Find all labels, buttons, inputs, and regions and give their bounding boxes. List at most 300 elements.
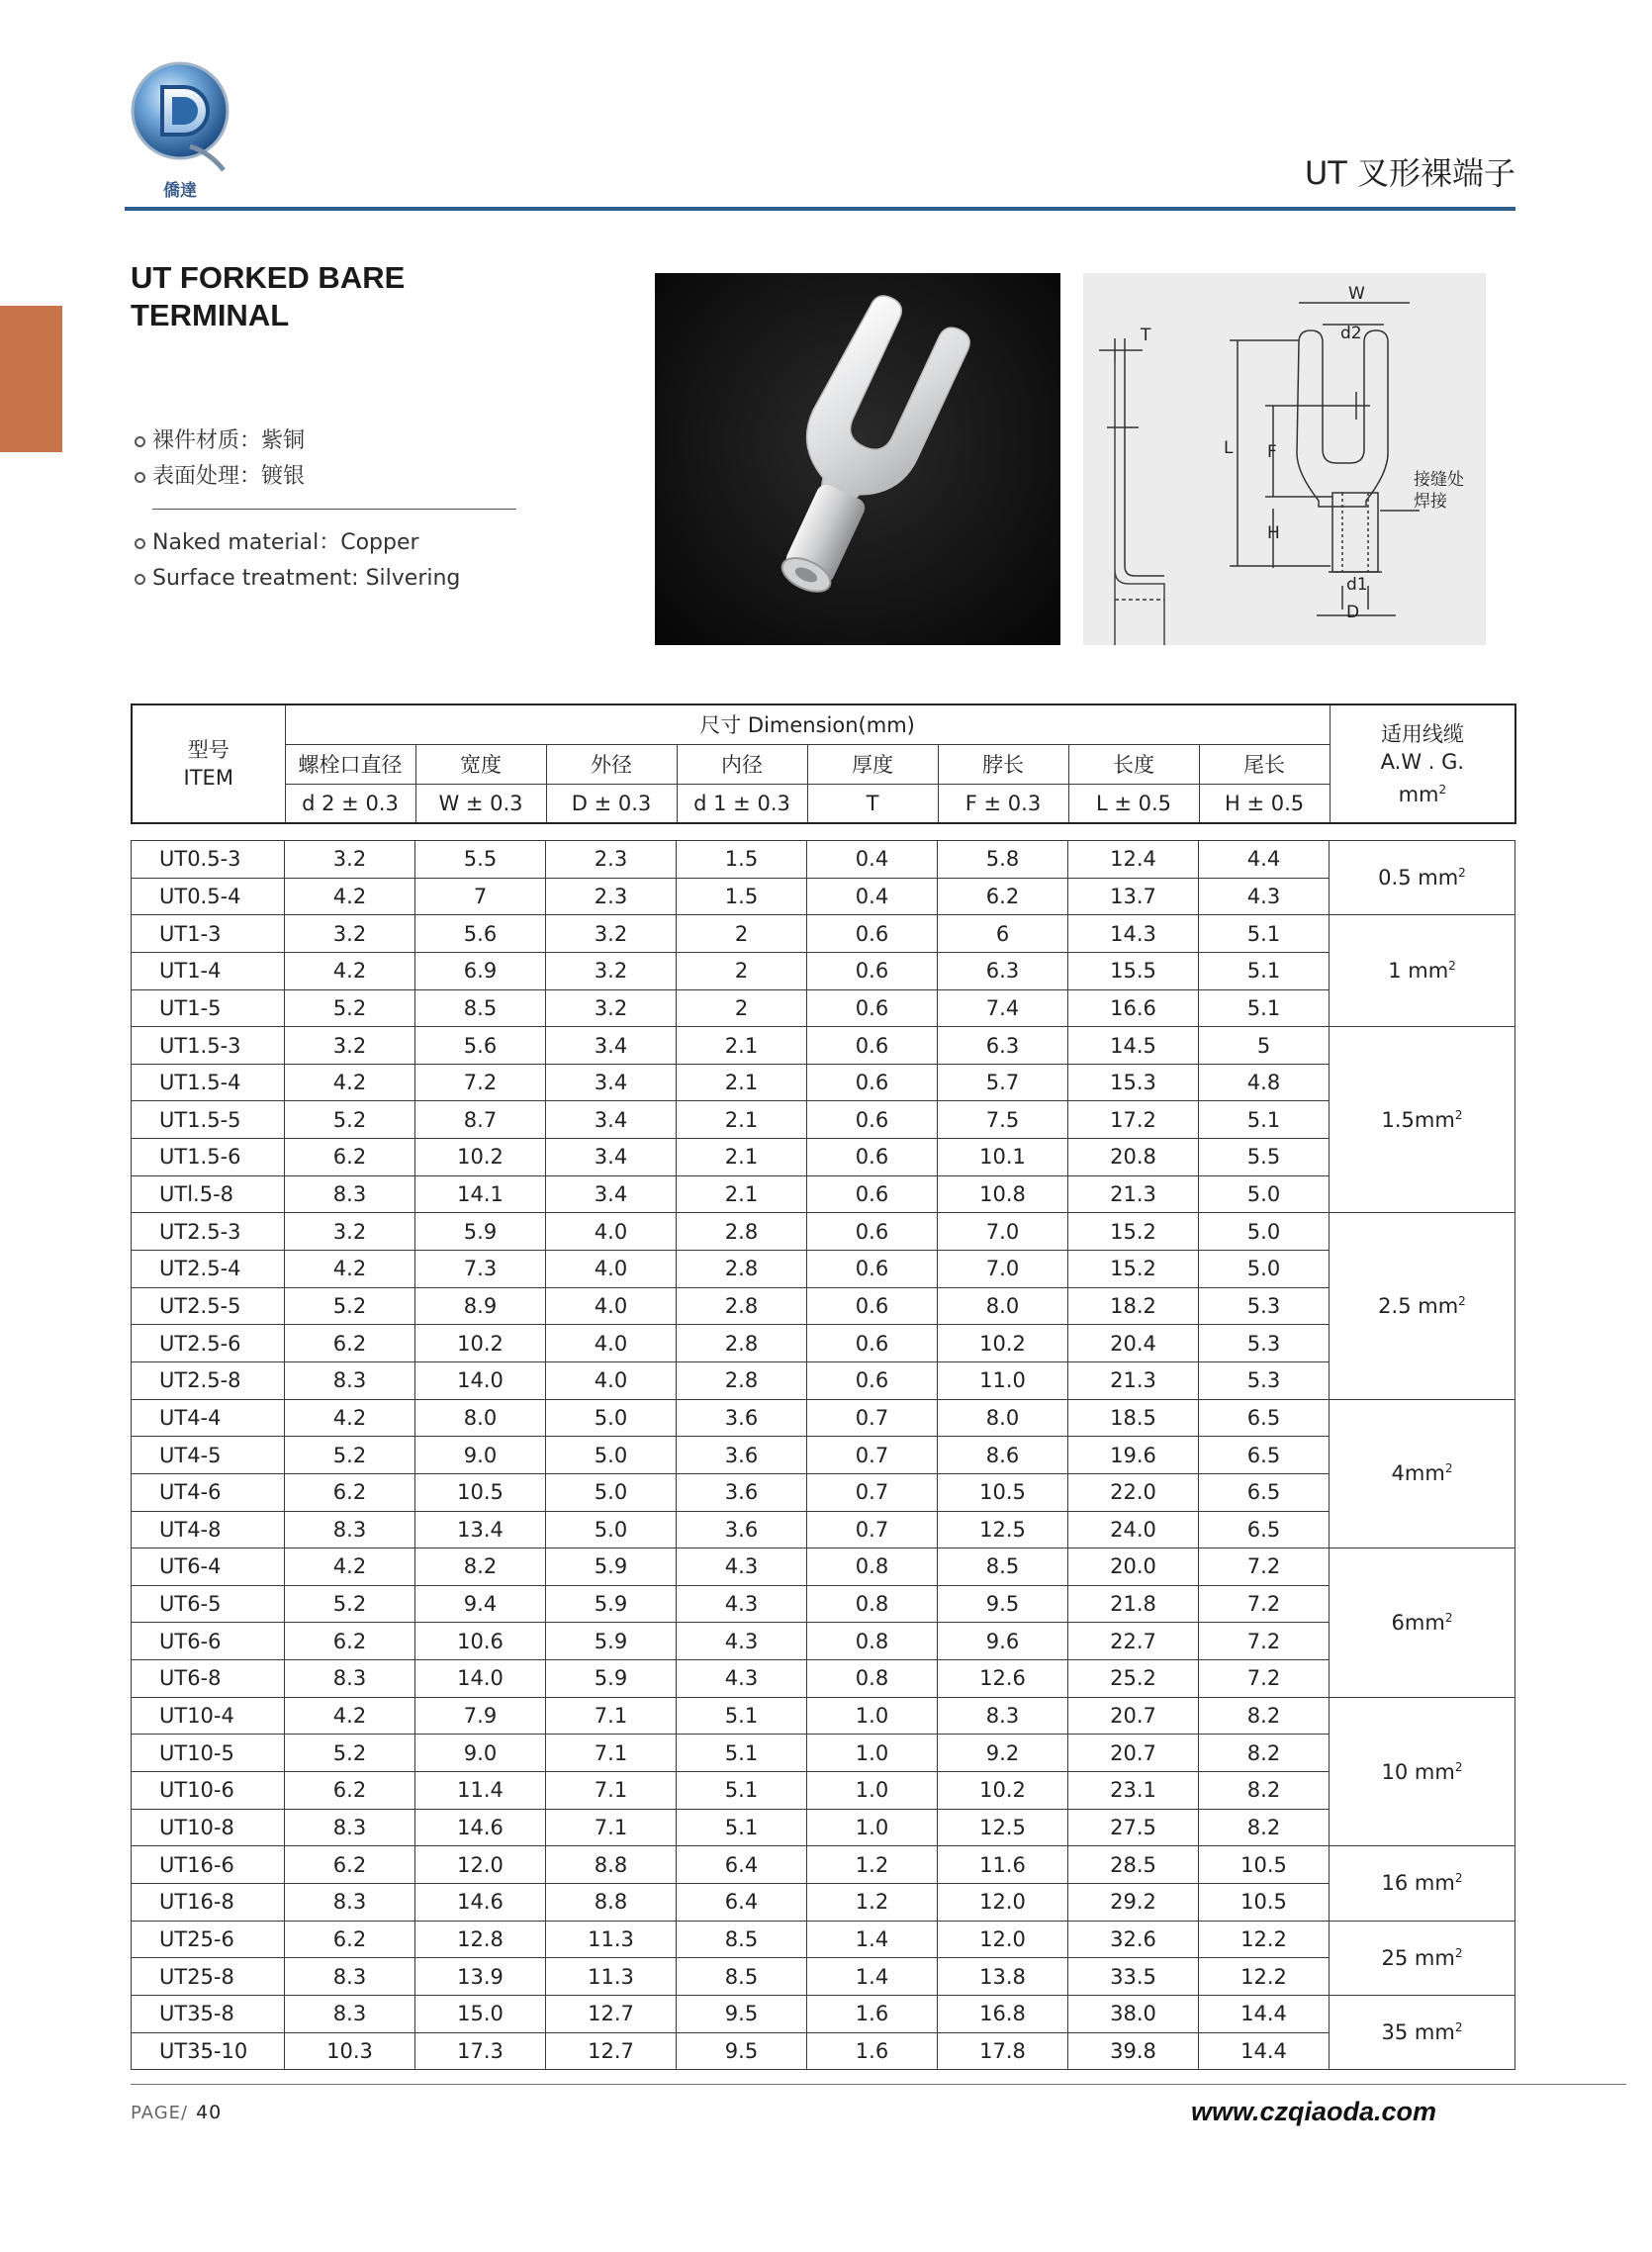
dimension-cell: 6.4 (677, 1883, 807, 1921)
dimension-cell: 12.6 (938, 1660, 1068, 1698)
dimension-cell: 0.7 (807, 1473, 938, 1511)
item-code-cell: UT4-8 (132, 1511, 285, 1548)
label-d2: d2 (1340, 324, 1362, 343)
dimension-cell: 33.5 (1068, 1958, 1199, 1996)
label-seam: 接缝处 (1414, 470, 1464, 490)
bullet-icon (135, 436, 145, 447)
dimension-cell: 32.6 (1068, 1921, 1199, 1958)
dimension-cell: 8.5 (938, 1548, 1068, 1586)
dimension-cell: 8.3 (285, 1883, 415, 1921)
dimension-cell: 7.2 (1199, 1585, 1330, 1623)
item-code-cell: UT1.5-4 (132, 1064, 285, 1101)
table-row (132, 1027, 1515, 1065)
dimension-cell: 12.5 (938, 1511, 1068, 1548)
item-code-cell: UT4-5 (132, 1437, 285, 1474)
dimension-cell: 6.2 (285, 1325, 415, 1362)
dimension-cell: 8.2 (1199, 1772, 1330, 1810)
label-D: D (1346, 603, 1360, 622)
dimension-cell: 5.1 (1199, 915, 1330, 953)
dimension-cell: 2.8 (677, 1213, 807, 1251)
item-code-cell: UT16-8 (132, 1883, 285, 1921)
column-symbol: H ± 0.5 (1199, 784, 1330, 823)
dimension-cell: 0.6 (807, 1361, 938, 1399)
item-code-cell: UT10-6 (132, 1772, 285, 1810)
dimension-cell: 2.1 (677, 1175, 807, 1213)
dimension-cell: 5.1 (1199, 989, 1330, 1027)
bullet-icon (135, 538, 145, 549)
dimension-cell: 6.2 (285, 1846, 415, 1884)
dimension-cell: 5.1 (1199, 952, 1330, 989)
dimension-cell: 14.0 (415, 1660, 546, 1698)
dimension-cell: 7.3 (415, 1251, 546, 1288)
wire-size-cell: $4mm^2$ (1330, 1399, 1515, 1548)
dimension-cell: 10.3 (285, 2032, 415, 2070)
dimension-cell: 2.3 (546, 878, 677, 915)
dimension-cell: 13.4 (415, 1511, 546, 1548)
table-row (132, 1064, 1515, 1101)
label-weld: 焊接 (1414, 492, 1447, 512)
dimension-cell: 14.5 (1068, 1027, 1199, 1065)
wire-size-cell: 16 $mm^2$ (1330, 1846, 1515, 1921)
dimension-cell: 8.8 (546, 1883, 677, 1921)
dimension-cell: 0.6 (807, 1287, 938, 1325)
dimension-cell: 8.5 (677, 1921, 807, 1958)
column-header: 脖长 (938, 744, 1068, 784)
dimension-cell: 8.8 (546, 1846, 677, 1884)
dimension-cell: 0.4 (807, 878, 938, 915)
dimension-cell: 5 (1199, 1027, 1330, 1065)
dimension-cell: 12.4 (1068, 841, 1199, 879)
dimension-cell: 12.7 (546, 1995, 677, 2032)
column-header: 外径 (546, 744, 677, 784)
dimension-cell: 11.6 (938, 1846, 1068, 1884)
dimension-cell: 0.6 (807, 1213, 938, 1251)
dimension-cell: 7.4 (938, 989, 1068, 1027)
dimension-cell: 8.5 (677, 1958, 807, 1996)
item-code-cell: UT16-6 (132, 1846, 285, 1884)
dimension-cell: 15.0 (415, 1995, 546, 2032)
dimension-cell: 0.6 (807, 1139, 938, 1176)
dimension-cell: 11.4 (415, 1772, 546, 1810)
dimension-cell: 2.8 (677, 1361, 807, 1399)
item-code-cell: UT10-4 (132, 1697, 285, 1735)
bullet-icon (135, 574, 145, 585)
spec-table-body (131, 840, 1515, 2070)
dimension-cell: 6.5 (1199, 1437, 1330, 1474)
item-code-cell: UT6-6 (132, 1623, 285, 1660)
dimension-cell: 6.2 (938, 878, 1068, 915)
dimension-cell: 7.0 (938, 1251, 1068, 1288)
dimension-cell: 10.2 (938, 1325, 1068, 1362)
dimension-cell: 11.0 (938, 1361, 1068, 1399)
item-code-cell: UT2.5-8 (132, 1361, 285, 1399)
dimension-cell: 23.1 (1068, 1772, 1199, 1810)
table-row (132, 1846, 1515, 1884)
dimension-cell: 19.6 (1068, 1437, 1199, 1474)
dimension-cell: 5.2 (285, 1585, 415, 1623)
label-H: H (1267, 523, 1280, 543)
column-header: 内径 (677, 744, 807, 784)
dimension-cell: 4.3 (677, 1585, 807, 1623)
dimension-cell: 5.8 (938, 841, 1068, 879)
table-row (132, 1809, 1515, 1846)
dimension-cell: 8.5 (415, 989, 546, 1027)
dimension-cell: 3.6 (677, 1399, 807, 1437)
dimension-cell: 8.3 (285, 1958, 415, 1996)
column-symbol: D ± 0.3 (546, 784, 677, 823)
dimension-drawing (1083, 273, 1486, 645)
dimension-cell: 0.6 (807, 989, 938, 1027)
dimension-cell: 11.3 (546, 1958, 677, 1996)
dimension-cell: 4.0 (546, 1361, 677, 1399)
dimension-cell: 15.5 (1068, 952, 1199, 989)
dimension-cell: 14.1 (415, 1175, 546, 1213)
dimension-header: 尺寸 Dimension(mm) (285, 704, 1330, 744)
dimension-cell: 4.3 (1199, 878, 1330, 915)
dimension-cell: 4.2 (285, 1548, 415, 1586)
dimension-cell: 8.2 (415, 1548, 546, 1586)
dimension-cell: 4.8 (1199, 1064, 1330, 1101)
dimension-cell: 6.5 (1199, 1399, 1330, 1437)
dimension-cell: 9.0 (415, 1437, 546, 1474)
dimension-cell: 17.8 (938, 2032, 1068, 2070)
dimension-cell: 3.2 (285, 915, 415, 953)
awg-header: 适用线缆 A.W . G. $mm^2$ (1330, 704, 1515, 823)
dimension-cell: 8.0 (415, 1399, 546, 1437)
dimension-cell: 7.1 (546, 1697, 677, 1735)
label-L: L (1224, 438, 1234, 458)
dimension-cell: 6.2 (285, 1772, 415, 1810)
dimension-cell: 6.2 (285, 1139, 415, 1176)
dimension-cell: 39.8 (1068, 2032, 1199, 2070)
item-code-cell: UT0.5-4 (132, 878, 285, 915)
wire-size-cell: 25 $mm^2$ (1330, 1921, 1515, 1995)
dimension-cell: 0.4 (807, 841, 938, 879)
dimension-cell: 15.3 (1068, 1064, 1199, 1101)
spec-table (131, 704, 1514, 2070)
table-row (132, 2032, 1515, 2070)
item-code-cell: UT6-8 (132, 1660, 285, 1698)
material-spec-list-cn (152, 423, 305, 495)
dimension-cell: 0.7 (807, 1399, 938, 1437)
dimension-cell: 8.3 (285, 1809, 415, 1846)
dimension-cell: 6.9 (415, 952, 546, 989)
dimension-cell: 20.4 (1068, 1325, 1199, 1362)
table-row (132, 1361, 1515, 1399)
dimension-cell: 10.5 (1199, 1883, 1330, 1921)
dimension-cell: 4.2 (285, 1697, 415, 1735)
dimension-cell: 3.6 (677, 1473, 807, 1511)
dimension-cell: 5.9 (546, 1585, 677, 1623)
dimension-cell: 14.4 (1199, 1995, 1330, 2032)
item-code-cell: UT1.5-5 (132, 1101, 285, 1139)
dimension-diagram (1083, 273, 1486, 645)
dimension-cell: 8.7 (415, 1101, 546, 1139)
dimension-cell: 13.9 (415, 1958, 546, 1996)
dimension-cell: 9.2 (938, 1735, 1068, 1772)
dimension-cell: 5.9 (415, 1213, 546, 1251)
column-symbol: W ± 0.3 (415, 784, 546, 823)
logo-emblem-icon (129, 59, 231, 178)
dimension-cell: 21.8 (1068, 1585, 1199, 1623)
dimension-cell: 1.0 (807, 1735, 938, 1772)
dimension-cell: 5.1 (1199, 1101, 1330, 1139)
dimension-cell: 6.5 (1199, 1511, 1330, 1548)
dimension-cell: 3.4 (546, 1027, 677, 1065)
dimension-cell: 8.3 (285, 1175, 415, 1213)
dimension-cell: 12.2 (1199, 1958, 1330, 1996)
dimension-cell: 5.3 (1199, 1361, 1330, 1399)
dimension-cell: 15.2 (1068, 1213, 1199, 1251)
dimension-cell: 5.5 (415, 841, 546, 879)
item-code-cell: UT1.5-6 (132, 1139, 285, 1176)
dimension-cell: 4.2 (285, 1399, 415, 1437)
label-d1: d1 (1346, 575, 1368, 595)
item-code-cell: UT4-4 (132, 1399, 285, 1437)
dimension-cell: 10.5 (1199, 1846, 1330, 1884)
dimension-cell: 12.7 (546, 2032, 677, 2070)
dimension-cell: 1.4 (807, 1958, 938, 1996)
dimension-cell: 18.5 (1068, 1399, 1199, 1437)
dimension-cell: 10.1 (938, 1139, 1068, 1176)
dimension-cell: 14.6 (415, 1883, 546, 1921)
item-code-cell: UTl.5-8 (132, 1175, 285, 1213)
dimension-cell: 0.8 (807, 1623, 938, 1660)
dimension-cell: 22.0 (1068, 1473, 1199, 1511)
dimension-cell: 0.6 (807, 1175, 938, 1213)
dimension-cell: 2 (677, 915, 807, 953)
item-code-cell: UT2.5-3 (132, 1213, 285, 1251)
table-row (132, 1437, 1515, 1474)
column-header: 尾长 (1199, 744, 1330, 784)
dimension-cell: 5.6 (415, 1027, 546, 1065)
dimension-cell: 5.0 (546, 1511, 677, 1548)
dimension-cell: 3.4 (546, 1139, 677, 1176)
wire-size-cell: 0.5 $mm^2$ (1330, 841, 1515, 915)
spec-item: 表面处理：镀银 (152, 459, 305, 495)
material-spec-list-en (152, 525, 460, 597)
dimension-cell: 29.2 (1068, 1883, 1199, 1921)
dimension-cell: 8.0 (938, 1399, 1068, 1437)
dimension-cell: 5.1 (677, 1697, 807, 1735)
product-photo (655, 273, 1060, 645)
dimension-cell: 7.2 (415, 1064, 546, 1101)
dimension-cell: 2 (677, 989, 807, 1027)
dimension-cell: 9.5 (677, 2032, 807, 2070)
item-code-cell: UT4-6 (132, 1473, 285, 1511)
dimension-cell: 8.3 (285, 1361, 415, 1399)
label-F: F (1267, 442, 1277, 462)
dimension-cell: 5.0 (546, 1473, 677, 1511)
wire-size-cell: 2.5 $mm^2$ (1330, 1213, 1515, 1399)
table-row (132, 952, 1515, 989)
dimension-cell: 13.7 (1068, 878, 1199, 915)
table-row (132, 1660, 1515, 1698)
dimension-cell: 28.5 (1068, 1846, 1199, 1884)
dimension-cell: 0.6 (807, 1251, 938, 1288)
table-row (132, 1623, 1515, 1660)
dimension-cell: 6.4 (677, 1846, 807, 1884)
spec-table-header (131, 704, 1516, 824)
dimension-cell: 9.5 (938, 1585, 1068, 1623)
dimension-cell: 6.3 (938, 952, 1068, 989)
dimension-cell: 8.3 (285, 1660, 415, 1698)
dimension-cell: 1.4 (807, 1921, 938, 1958)
dimension-cell: 8.0 (938, 1287, 1068, 1325)
dimension-cell: 7.1 (546, 1735, 677, 1772)
dimension-cell: 8.3 (285, 1511, 415, 1548)
item-code-cell: UT35-10 (132, 2032, 285, 2070)
dimension-cell: 4.2 (285, 1251, 415, 1288)
website-url: www.czqiaoda.com (1190, 2097, 1436, 2126)
dimension-cell: 14.4 (1199, 2032, 1330, 2070)
table-row (132, 1139, 1515, 1176)
dimension-cell: 21.3 (1068, 1175, 1199, 1213)
table-row (132, 1287, 1515, 1325)
dimension-cell: 20.7 (1068, 1697, 1199, 1735)
dimension-cell: 3.4 (546, 1101, 677, 1139)
column-symbol: L ± 0.5 (1068, 784, 1199, 823)
bullet-icon (135, 472, 145, 483)
dimension-cell: 2 (677, 952, 807, 989)
column-header: 厚度 (807, 744, 938, 784)
dimension-cell: 9.5 (677, 1995, 807, 2032)
dimension-cell: 10.5 (938, 1473, 1068, 1511)
dimension-cell: 5.0 (1199, 1213, 1330, 1251)
dimension-cell: 5.2 (285, 1287, 415, 1325)
side-accent-tab (0, 306, 62, 452)
item-code-cell: UT1-3 (132, 915, 285, 953)
column-symbols (132, 784, 1515, 823)
label-W: W (1348, 284, 1365, 304)
item-code-cell: UT35-8 (132, 1995, 285, 2032)
dimension-cell: 4.2 (285, 1064, 415, 1101)
dimension-cell: 1.0 (807, 1809, 938, 1846)
dimension-cell: 2.1 (677, 1027, 807, 1065)
column-symbol: T (807, 784, 938, 823)
dimension-cell: 18.2 (1068, 1287, 1199, 1325)
dimension-cell: 3.6 (677, 1437, 807, 1474)
dimension-cell: 1.5 (677, 841, 807, 879)
dimension-cell: 1.6 (807, 2032, 938, 2070)
dimension-cell: 0.6 (807, 1101, 938, 1139)
dimension-cell: 4.4 (1199, 841, 1330, 879)
dimension-cell: 6.5 (1199, 1473, 1330, 1511)
dimension-cell: 3.4 (546, 1064, 677, 1101)
dimension-cell: 5.0 (546, 1437, 677, 1474)
spec-item: 裸件材质：紫铜 (152, 423, 305, 459)
dimension-cell: 5.2 (285, 1735, 415, 1772)
dimension-cell: 6.2 (285, 1623, 415, 1660)
dimension-cell: 5.5 (1199, 1139, 1330, 1176)
item-header: 型号 ITEM (132, 704, 285, 823)
table-row (132, 1548, 1515, 1586)
dimension-cell: 4.0 (546, 1251, 677, 1288)
dimension-cell: 2.8 (677, 1251, 807, 1288)
dimension-cell: 4.0 (546, 1287, 677, 1325)
dimension-cell: 5.2 (285, 989, 415, 1027)
page-number: 40 (196, 2102, 223, 2123)
table-row (132, 1735, 1515, 1772)
dimension-cell: 7.2 (1199, 1623, 1330, 1660)
dimension-cell: 4.0 (546, 1213, 677, 1251)
dimension-cell: 4.3 (677, 1660, 807, 1698)
table-row (132, 1958, 1515, 1996)
table-row (132, 841, 1515, 879)
dimension-cell: 1.0 (807, 1772, 938, 1810)
dimension-cell: 9.6 (938, 1623, 1068, 1660)
item-code-cell: UT2.5-4 (132, 1251, 285, 1288)
dimension-cell: 16.8 (938, 1995, 1068, 2032)
table-row (132, 1511, 1515, 1548)
dimension-cell: 8.2 (1199, 1697, 1330, 1735)
dimension-cell: 13.8 (938, 1958, 1068, 1996)
item-code-cell: UT10-5 (132, 1735, 285, 1772)
dimension-cell: 3.2 (285, 1027, 415, 1065)
dimension-cell: 5.1 (677, 1772, 807, 1810)
table-row (132, 1101, 1515, 1139)
dimension-cell: 1.6 (807, 1995, 938, 2032)
table-row (132, 878, 1515, 915)
item-code-cell: UT2.5-6 (132, 1325, 285, 1362)
table-row (132, 1175, 1515, 1213)
dimension-cell: 24.0 (1068, 1511, 1199, 1548)
dimension-cell: 0.6 (807, 1064, 938, 1101)
dimension-cell: 8.6 (938, 1437, 1068, 1474)
dimension-cell: 5.9 (546, 1660, 677, 1698)
dimension-cell: 12.0 (938, 1883, 1068, 1921)
dimension-cell: 10.2 (415, 1325, 546, 1362)
dimension-cell: 10.2 (938, 1772, 1068, 1810)
dimension-cell: 7.1 (546, 1809, 677, 1846)
table-row (132, 1473, 1515, 1511)
dimension-cell: 20.8 (1068, 1139, 1199, 1176)
dimension-cell: 2.8 (677, 1287, 807, 1325)
dimension-cell: 2.1 (677, 1139, 807, 1176)
dimension-cell: 3.2 (546, 915, 677, 953)
item-code-cell: UT6-5 (132, 1585, 285, 1623)
dimension-cell: 11.3 (546, 1921, 677, 1958)
dimension-cell: 5.9 (546, 1548, 677, 1586)
item-code-cell: UT1-5 (132, 989, 285, 1027)
dimension-cell: 6 (938, 915, 1068, 953)
dimension-cell: 0.6 (807, 952, 938, 989)
dimension-cell: 0.8 (807, 1585, 938, 1623)
dimension-cell: 10.8 (938, 1175, 1068, 1213)
dimension-cell: 5.0 (546, 1399, 677, 1437)
table-row (132, 1213, 1515, 1251)
dimension-cell: 2.3 (546, 841, 677, 879)
dimension-cell: 7.2 (1199, 1548, 1330, 1586)
dimension-cell: 14.0 (415, 1361, 546, 1399)
table-row (132, 1585, 1515, 1623)
column-symbol: F ± 0.3 (938, 784, 1068, 823)
dimension-cell: 3.2 (285, 841, 415, 879)
dimension-cell: 7.5 (938, 1101, 1068, 1139)
dimension-cell: 12.8 (415, 1921, 546, 1958)
dimension-cell: 4.3 (677, 1623, 807, 1660)
item-code-cell: UT1.5-3 (132, 1027, 285, 1065)
item-code-cell: UT2.5-5 (132, 1287, 285, 1325)
dimension-cell: 17.3 (415, 2032, 546, 2070)
dimension-cell: 5.1 (677, 1809, 807, 1846)
dimension-cell: 16.6 (1068, 989, 1199, 1027)
column-symbol: d 1 ± 0.3 (677, 784, 807, 823)
page-indicator: PAGE/ 40 (131, 2102, 223, 2123)
dimension-cell: 4.0 (546, 1325, 677, 1362)
dimension-cell: 3.4 (546, 1175, 677, 1213)
dimension-cell: 7.0 (938, 1213, 1068, 1251)
